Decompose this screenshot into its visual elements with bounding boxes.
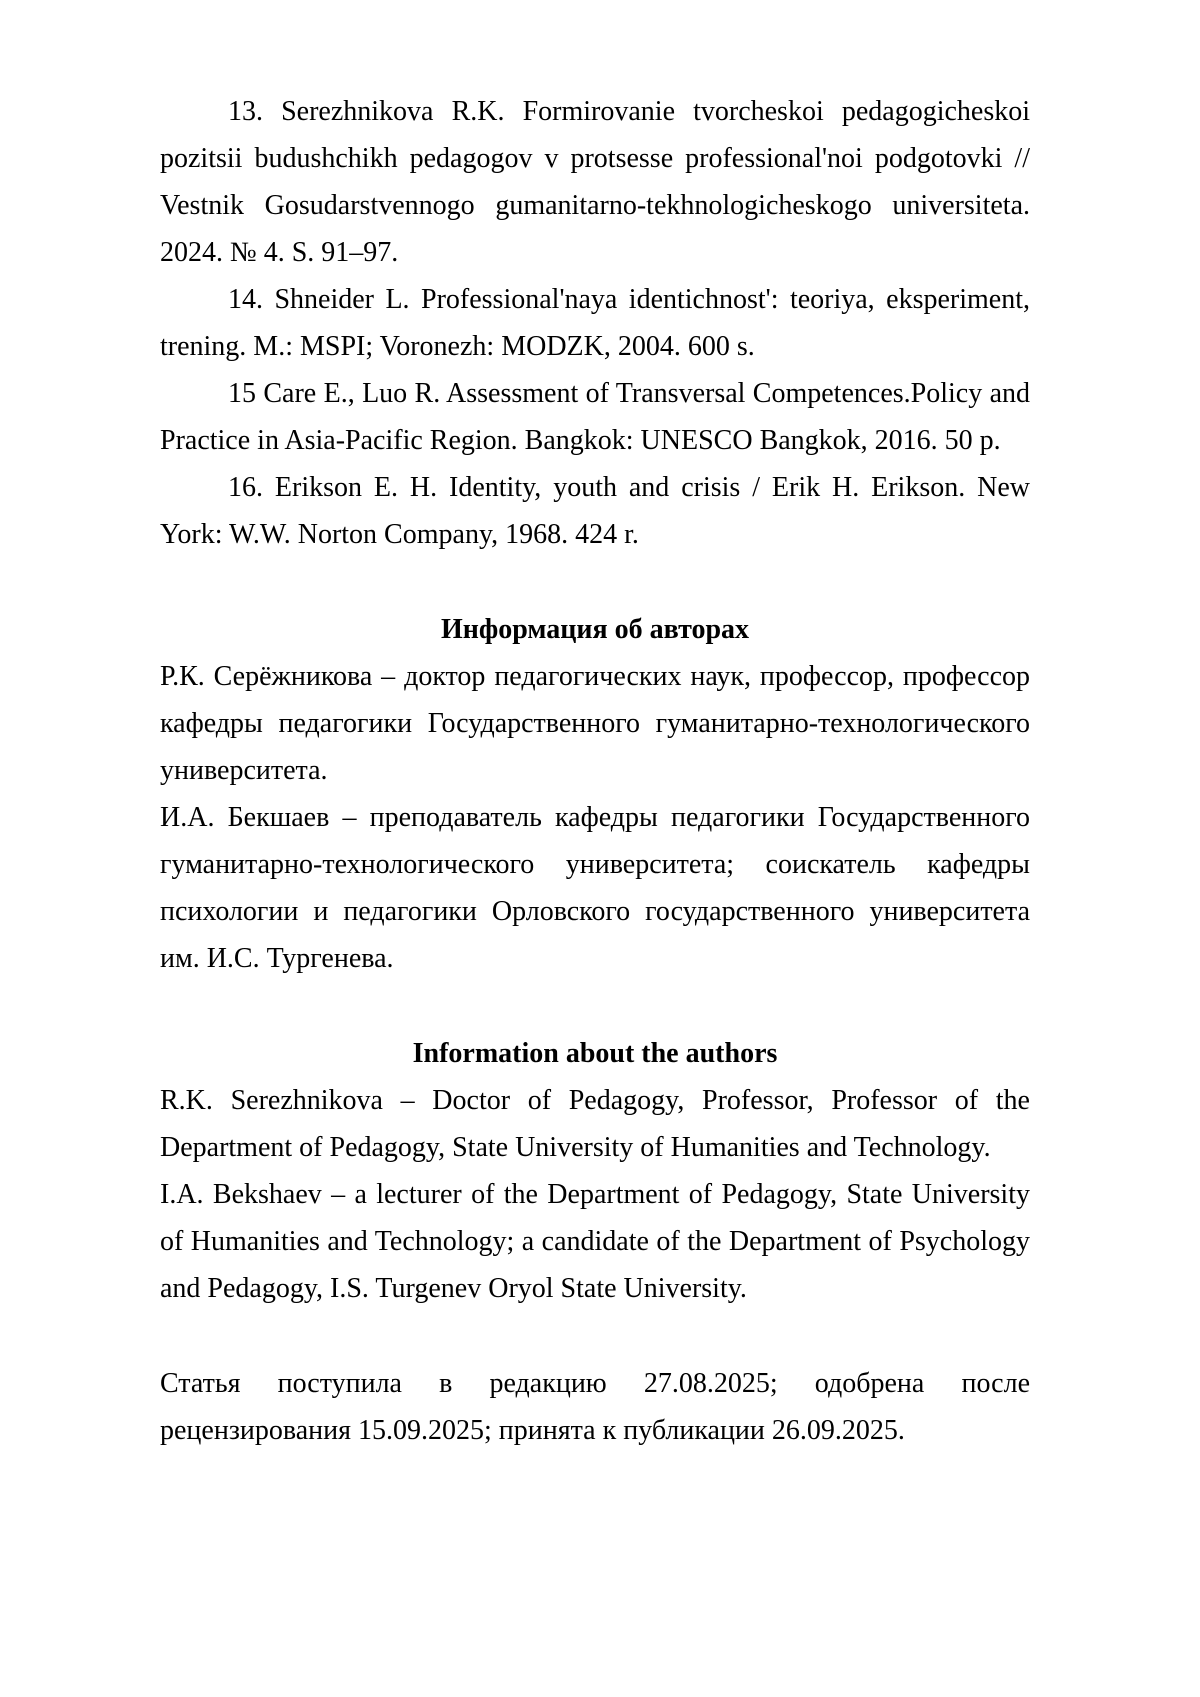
author-info-ru-1: Р.К. Серёжникова – доктор педагогических наук, профессор, профессор кафедры педагогики Государственного гуманитарно-технологического университета. <box>160 661 1030 786</box>
author-info-ru-2: И.А. Бекшаев – преподаватель кафедры педагогики Государственного гуманитарно-технологического университета; соискатель кафедры психологии и педагогики Орловского государственного университета им. И.С. Тургенева. <box>160 802 1030 974</box>
author-info-en-1: R.K. Serezhnikova – Doctor of Pedagogy, Professor, Professor of the Department of Pedagogy, State University of Humanities and Technology. <box>160 1085 1030 1163</box>
reference-item-13: 13. Serezhnikova R.K. Formirovanie tvorcheskoi pedagogicheskoi pozitsii budushchikh pedagogov v protsesse professional'noi podgotovki // Vestnik Gosudarstvennogo gumanitarno-tekhnologicheskogo universiteta. 2024. № 4. S. 91–97. <box>160 96 1030 268</box>
reference-item-15: 15 Care E., Luo R. Assessment of Transversal Competences.Policy and Practice in Asia-Pacific Region. Bangkok: UNESCO Bangkok, 2016. 50 p. <box>160 378 1030 456</box>
author-info-en-2: I.A. Bekshaev – a lecturer of the Department of Pedagogy, State University of Humanities and Technology; a candidate of the Department of Psychology and Pedagogy, I.S. Turgenev Oryol State University. <box>160 1179 1030 1304</box>
section-heading-authors-en: Information about the authors <box>412 1038 778 1069</box>
article-received-note: Статья поступила в редакцию 27.08.2025; одобрена после рецензирования 15.09.2025; принята к публикации 26.09.2025. <box>160 1368 1030 1446</box>
reference-item-16: 16. Erikson E. H. Identity, youth and crisis / Erik H. Erikson. New York: W.W. Norton Company, 1968. 424 r. <box>160 472 1030 550</box>
section-heading-authors-ru: Информация об авторах <box>440 614 750 645</box>
reference-item-14: 14. Shneider L. Professional'naya identichnost': teoriya, eksperiment, trening. M.: MSPI; Voronezh: MODZK, 2004. 600 s. <box>160 284 1030 362</box>
